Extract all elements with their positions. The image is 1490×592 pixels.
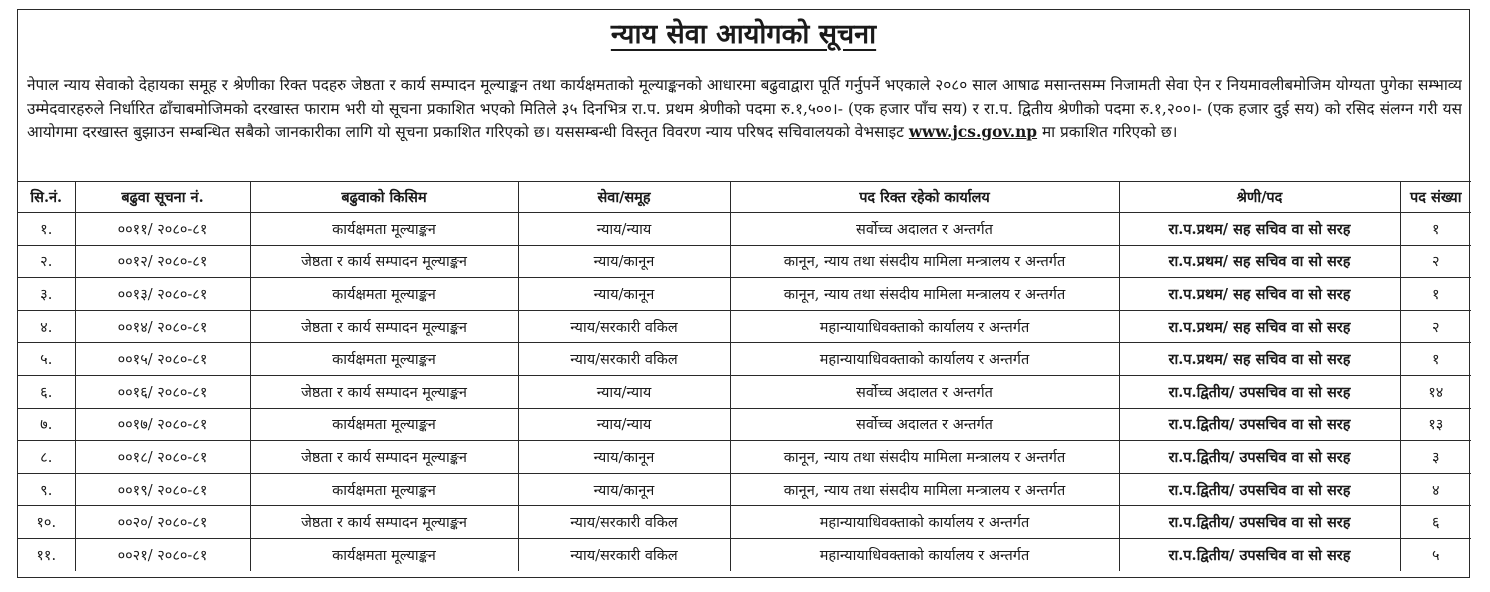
table-row: [18, 408, 1471, 441]
cell-class-post: रा.प.द्वितीय/ उपसचिव वा सो सरह: [1119, 506, 1400, 539]
header-promotion-type: बढुवाको किसिम: [250, 182, 518, 213]
cell-sn: ४.: [18, 310, 75, 343]
table-row: [18, 375, 1471, 408]
cell-notice-no: ००१७/ २०८०-८१: [75, 408, 250, 441]
cell-sn: ५.: [18, 343, 75, 376]
table-row: [18, 506, 1471, 539]
cell-office: महान्यायाधिवक्ताको कार्यालय र अन्तर्गत: [730, 538, 1119, 570]
header-sn: सि.नं.: [18, 182, 75, 213]
website-link[interactable]: www.jcs.gov.np: [908, 123, 1038, 141]
cell-notice-no: ००१२/ २०८०-८१: [75, 245, 250, 278]
cell-sn: २.: [18, 245, 75, 278]
cell-promotion-type: कार्यक्षमता मूल्याङ्कन: [250, 408, 518, 441]
notice-box: [17, 9, 1470, 578]
cell-class-post: रा.प.द्वितीय/ उपसचिव वा सो सरह: [1119, 441, 1400, 474]
table-row: [18, 245, 1471, 278]
cell-post-count: १: [1400, 278, 1471, 311]
cell-sn: १०.: [18, 506, 75, 539]
cell-office: कानून, न्याय तथा संसदीय मामिला मन्त्रालय र अन्तर्गत: [730, 441, 1119, 474]
table-row: [18, 441, 1471, 474]
table-body: [18, 213, 1471, 571]
cell-post-count: ६: [1400, 506, 1471, 539]
cell-notice-no: ००१४/ २०८०-८१: [75, 310, 250, 343]
cell-notice-no: ००१८/ २०८०-८१: [75, 441, 250, 474]
cell-promotion-type: कार्यक्षमता मूल्याङ्कन: [250, 538, 518, 570]
table-row: [18, 473, 1471, 506]
cell-post-count: ४: [1400, 473, 1471, 506]
cell-promotion-type: जेष्ठता र कार्य सम्पादन मूल्याङ्कन: [250, 375, 518, 408]
cell-service-group: न्याय/कानून: [518, 278, 730, 311]
cell-post-count: २: [1400, 310, 1471, 343]
cell-service-group: न्याय/न्याय: [518, 408, 730, 441]
header-office: पद रिक्त रहेको कार्यालय: [730, 182, 1119, 213]
cell-promotion-type: कार्यक्षमता मूल्याङ्कन: [250, 278, 518, 311]
cell-service-group: न्याय/कानून: [518, 473, 730, 506]
cell-class-post: रा.प.द्वितीय/ उपसचिव वा सो सरह: [1119, 408, 1400, 441]
cell-service-group: न्याय/सरकारी वकिल: [518, 310, 730, 343]
cell-service-group: न्याय/न्याय: [518, 375, 730, 408]
cell-service-group: न्याय/कानून: [518, 441, 730, 474]
cell-office: महान्यायाधिवक्ताको कार्यालय र अन्तर्गत: [730, 310, 1119, 343]
table-row: [18, 343, 1471, 376]
cell-sn: ३.: [18, 278, 75, 311]
cell-promotion-type: जेष्ठता र कार्य सम्पादन मूल्याङ्कन: [250, 310, 518, 343]
cell-post-count: १: [1400, 213, 1471, 246]
cell-office: महान्यायाधिवक्ताको कार्यालय र अन्तर्गत: [730, 343, 1119, 376]
cell-class-post: रा.प.द्वितीय/ उपसचिव वा सो सरह: [1119, 375, 1400, 408]
cell-notice-no: ००१५/ २०८०-८१: [75, 343, 250, 376]
cell-post-count: १४: [1400, 375, 1471, 408]
cell-class-post: रा.प.प्रथम/ सह सचिव वा सो सरह: [1119, 310, 1400, 343]
cell-office: महान्यायाधिवक्ताको कार्यालय र अन्तर्गत: [730, 506, 1119, 539]
cell-sn: ११.: [18, 538, 75, 570]
table-row: [18, 310, 1471, 343]
cell-class-post: रा.प.प्रथम/ सह सचिव वा सो सरह: [1119, 343, 1400, 376]
notice-paragraph: [27, 74, 1462, 168]
cell-service-group: न्याय/न्याय: [518, 213, 730, 246]
cell-class-post: रा.प.प्रथम/ सह सचिव वा सो सरह: [1119, 245, 1400, 278]
cell-post-count: १३: [1400, 408, 1471, 441]
cell-post-count: २: [1400, 245, 1471, 278]
cell-office: कानून, न्याय तथा संसदीय मामिला मन्त्रालय र अन्तर्गत: [730, 245, 1119, 278]
cell-promotion-type: कार्यक्षमता मूल्याङ्कन: [250, 473, 518, 506]
cell-sn: १.: [18, 213, 75, 246]
cell-service-group: न्याय/सरकारी वकिल: [518, 343, 730, 376]
header-service-group: सेवा/समूह: [518, 182, 730, 213]
cell-sn: ६.: [18, 375, 75, 408]
cell-class-post: रा.प.द्वितीय/ उपसचिव वा सो सरह: [1119, 473, 1400, 506]
cell-notice-no: ००२१/ २०८०-८१: [75, 538, 250, 570]
cell-class-post: रा.प.प्रथम/ सह सचिव वा सो सरह: [1119, 278, 1400, 311]
cell-office: सर्वोच्च अदालत र अन्तर्गत: [730, 375, 1119, 408]
cell-post-count: ३: [1400, 441, 1471, 474]
cell-sn: ८.: [18, 441, 75, 474]
cell-notice-no: ००१६/ २०८०-८१: [75, 375, 250, 408]
header-post-count: पद संख्या: [1400, 182, 1471, 213]
notice-title: न्याय सेवा आयोगको सूचना: [610, 19, 877, 50]
cell-office: सर्वोच्च अदालत र अन्तर्गत: [730, 213, 1119, 246]
cell-promotion-type: कार्यक्षमता मूल्याङ्कन: [250, 213, 518, 246]
cell-notice-no: ००१९/ २०८०-८१: [75, 473, 250, 506]
table-row: [18, 213, 1471, 246]
header-class-post: श्रेणी/पद: [1119, 182, 1400, 213]
table-row: [18, 278, 1471, 311]
title-area: [18, 10, 1469, 58]
cell-post-count: ५: [1400, 538, 1471, 570]
cell-promotion-type: जेष्ठता र कार्य सम्पादन मूल्याङ्कन: [250, 245, 518, 278]
cell-service-group: न्याय/सरकारी वकिल: [518, 538, 730, 570]
cell-promotion-type: कार्यक्षमता मूल्याङ्कन: [250, 343, 518, 376]
cell-notice-no: ००११/ २०८०-८१: [75, 213, 250, 246]
table-header-row: [18, 182, 1471, 213]
cell-post-count: १: [1400, 343, 1471, 376]
notice-intro-suffix: मा प्रकाशित गरिएको छ।: [1041, 123, 1178, 141]
table-row: [18, 538, 1471, 570]
promotion-vacancy-table: [18, 181, 1471, 571]
notice-intro-text: नेपाल न्याय सेवाको देहायका समूह र श्रेणीका रिक्त पदहरु जेष्ठता र कार्य सम्पादन मूल्याङ्कन तथा कार्यक्षमताको मूल्याङ्कनको आधारमा बढुवाद्वारा पूर्ति गर्नुपर्ने भएकाले २०८० साल आषाढ मसान्तसम्म निजामती सेवा ऐन र नियमावलीबमोजिम योग्यता पुगेका सम्भाव्य उम्मेदवारहरुले निर्धारित ढाँचाबमोजिमको दरखास्त फाराम भरी यो सूचना प्रकाशित भएको मितिले ३५ दिनभित्र रा.प. प्रथम श्रेणीको पदमा रु.१,५००।- (एक हजार पाँच सय) र रा.प. द्वितीय श्रेणीको पदमा रु.१,२००।- (एक हजार दुई सय) को रसिद संलग्न गरी यस आयोगमा दरखास्त बुझाउन सम्बन्धित सबैको जानकारीका लागि यो सूचना प्रकाशित गरिएको छ। यससम्बन्धी विस्तृत विवरण न्याय परिषद सचिवालयको वेभसाइट: [27, 76, 1462, 141]
cell-class-post: रा.प.द्वितीय/ उपसचिव वा सो सरह: [1119, 538, 1400, 570]
cell-office: सर्वोच्च अदालत र अन्तर्गत: [730, 408, 1119, 441]
cell-office: कानून, न्याय तथा संसदीय मामिला मन्त्रालय र अन्तर्गत: [730, 278, 1119, 311]
header-notice-no: बढुवा सूचना नं.: [75, 182, 250, 213]
cell-sn: ९.: [18, 473, 75, 506]
cell-promotion-type: जेष्ठता र कार्य सम्पादन मूल्याङ्कन: [250, 441, 518, 474]
cell-notice-no: ००२०/ २०८०-८१: [75, 506, 250, 539]
cell-service-group: न्याय/कानून: [518, 245, 730, 278]
cell-promotion-type: जेष्ठता र कार्य सम्पादन मूल्याङ्कन: [250, 506, 518, 539]
cell-office: कानून, न्याय तथा संसदीय मामिला मन्त्रालय र अन्तर्गत: [730, 473, 1119, 506]
cell-service-group: न्याय/सरकारी वकिल: [518, 506, 730, 539]
cell-class-post: रा.प.प्रथम/ सह सचिव वा सो सरह: [1119, 213, 1400, 246]
cell-sn: ७.: [18, 408, 75, 441]
cell-notice-no: ००१३/ २०८०-८१: [75, 278, 250, 311]
